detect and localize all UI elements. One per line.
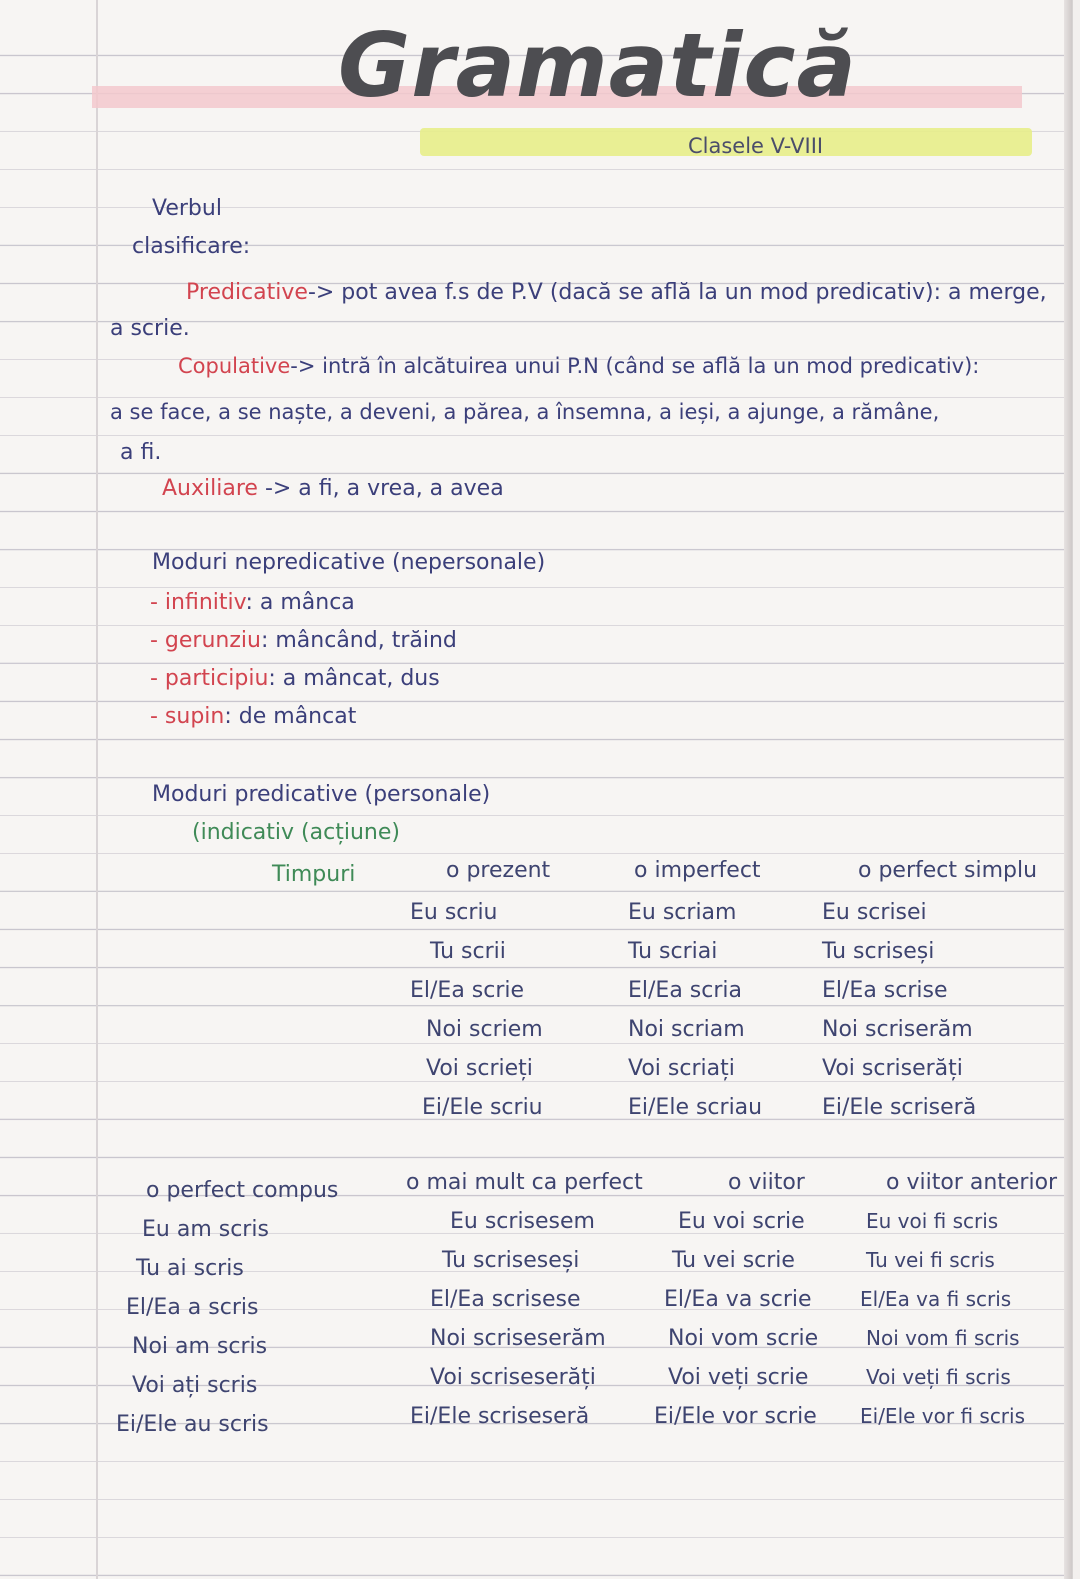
tense-heading: o mai mult ca perfect xyxy=(406,1170,643,1195)
tense-heading: o viitor xyxy=(728,1170,805,1195)
conjugation-form: Tu vei scrie xyxy=(672,1248,795,1273)
conjugation-form: El/Ea va fi scris xyxy=(860,1287,1012,1311)
conjugation-form: Voi scriseserăți xyxy=(430,1365,596,1390)
conjugation-form: Tu vei fi scris xyxy=(866,1248,995,1272)
nonpredicative-item: - supin: de mâncat xyxy=(150,704,357,729)
conjugation-form: Ei/Ele vor scrie xyxy=(654,1404,817,1429)
tense-column-perfect-simplu xyxy=(822,893,976,1127)
margin-line xyxy=(96,0,98,1579)
conjugation-form: El/Ea a scris xyxy=(126,1295,259,1320)
auxiliary-line xyxy=(162,476,504,501)
tense-heading: o viitor anterior xyxy=(886,1170,1058,1195)
conjugation-form: Eu am scris xyxy=(142,1217,269,1242)
tense-heading: o perfect simplu xyxy=(858,858,1038,883)
conjugation-form: Noi vom fi scris xyxy=(866,1326,1020,1350)
conjugation-form: Eu voi scrie xyxy=(678,1209,805,1234)
conjugation-form: Ei/Ele scriu xyxy=(422,1095,543,1120)
tense-column-imperfect xyxy=(628,893,762,1127)
tense-heading: o prezent xyxy=(446,858,551,883)
conjugation-form: Ei/Ele scriau xyxy=(628,1095,763,1120)
nonpredicative-item: - gerunziu: mâncând, trăind xyxy=(150,628,457,653)
verb-heading: Verbul xyxy=(152,196,222,221)
conjugation-form: Voi scriați xyxy=(628,1056,735,1081)
conjugation-form: El/Ea scrie xyxy=(410,978,525,1003)
conjugation-form: Voi veți fi scris xyxy=(866,1365,1011,1389)
conjugation-form: Eu scrisesem xyxy=(450,1209,595,1234)
page-subtitle: Clasele V-VIII xyxy=(688,134,824,158)
conjugation-form: Ei/Ele scriseseră xyxy=(410,1404,590,1429)
conjugation-form: Noi scriseserăm xyxy=(430,1326,606,1351)
conjugation-form: Tu ai scris xyxy=(136,1256,244,1281)
conjugation-form: Noi scriserăm xyxy=(822,1017,973,1042)
copulative-line xyxy=(178,354,979,378)
auxiliary-text: -> a fi, a vrea, a avea xyxy=(264,476,504,501)
predicative-line xyxy=(186,280,1047,305)
conjugation-form: Ei/Ele scriseră xyxy=(822,1095,977,1120)
classification-label: clasificare: xyxy=(132,234,251,259)
conjugation-form: Voi veți scrie xyxy=(668,1365,809,1390)
nonpredicative-item: - participiu: a mâncat, dus xyxy=(150,666,440,691)
tense-column-mai-mult-ca-perfect xyxy=(410,1202,606,1436)
indicative-subheading: (indicativ (acțiune) xyxy=(192,820,400,845)
conjugation-form: El/Ea scrisese xyxy=(430,1287,581,1312)
conjugation-form: Voi scrieți xyxy=(426,1056,533,1081)
conjugation-form: Noi am scris xyxy=(132,1334,268,1359)
conjugation-form: Eu scrisei xyxy=(822,900,927,925)
conjugation-form: Eu scriu xyxy=(410,900,498,925)
nonpredicative-heading: Moduri nepredicative (nepersonale) xyxy=(152,550,546,575)
conjugation-form: Tu scriseși xyxy=(822,939,935,964)
conjugation-form: Noi vom scrie xyxy=(668,1326,819,1351)
conjugation-form: El/Ea scria xyxy=(628,978,742,1003)
conjugation-form: Noi scriem xyxy=(426,1017,543,1042)
conjugation-form: El/Ea scrise xyxy=(822,978,948,1003)
tense-column-viitor-anterior xyxy=(860,1202,1025,1436)
conjugation-form: Ei/Ele vor fi scris xyxy=(860,1404,1026,1428)
conjugation-form: Voi ați scris xyxy=(132,1373,258,1398)
page-title: Gramatică xyxy=(338,14,857,117)
tense-heading: o perfect compus xyxy=(146,1178,339,1203)
predicative-modes-heading: Moduri predicative (personale) xyxy=(152,782,491,807)
tense-heading: o imperfect xyxy=(634,858,761,883)
conjugation-form: Eu voi fi scris xyxy=(866,1209,999,1233)
conjugation-form: Ei/Ele au scris xyxy=(116,1412,269,1437)
page-edge xyxy=(1064,0,1072,1579)
conjugation-form: Noi scriam xyxy=(628,1017,745,1042)
copulative-text: -> intră în alcătuirea unui P.N (când se află la un mod predicativ): xyxy=(290,354,980,378)
predicative-label: Predicative xyxy=(186,280,308,305)
conjugation-form: Eu scriam xyxy=(628,900,737,925)
tense-column-viitor xyxy=(654,1202,819,1436)
conjugation-form: Voi scriserăți xyxy=(822,1056,963,1081)
conjugation-form: El/Ea va scrie xyxy=(664,1287,812,1312)
conjugation-form: Tu scrii xyxy=(430,939,506,964)
tense-column-prezent xyxy=(410,893,543,1127)
copulative-continued-2: a fi. xyxy=(120,440,162,465)
copulative-continued-1: a se face, a se naște, a deveni, a părea, a însemna, a ieși, a ajunge, a rămâne, xyxy=(110,400,940,424)
auxiliary-label: Auxiliare xyxy=(162,476,258,501)
tense-column-perfect-compus xyxy=(116,1210,269,1444)
conjugation-form: Tu scriai xyxy=(628,939,718,964)
tenses-label: Timpuri xyxy=(272,862,356,887)
conjugation-form: Tu scriseseși xyxy=(442,1248,580,1273)
predicative-text: -> pot avea f.s de P.V (dacă se află la un mod predicativ): a merge, xyxy=(307,280,1047,305)
nonpredicative-item: - infinitiv: a mânca xyxy=(150,590,355,615)
predicative-continued: a scrie. xyxy=(110,316,190,341)
copulative-label: Copulative xyxy=(178,354,291,378)
